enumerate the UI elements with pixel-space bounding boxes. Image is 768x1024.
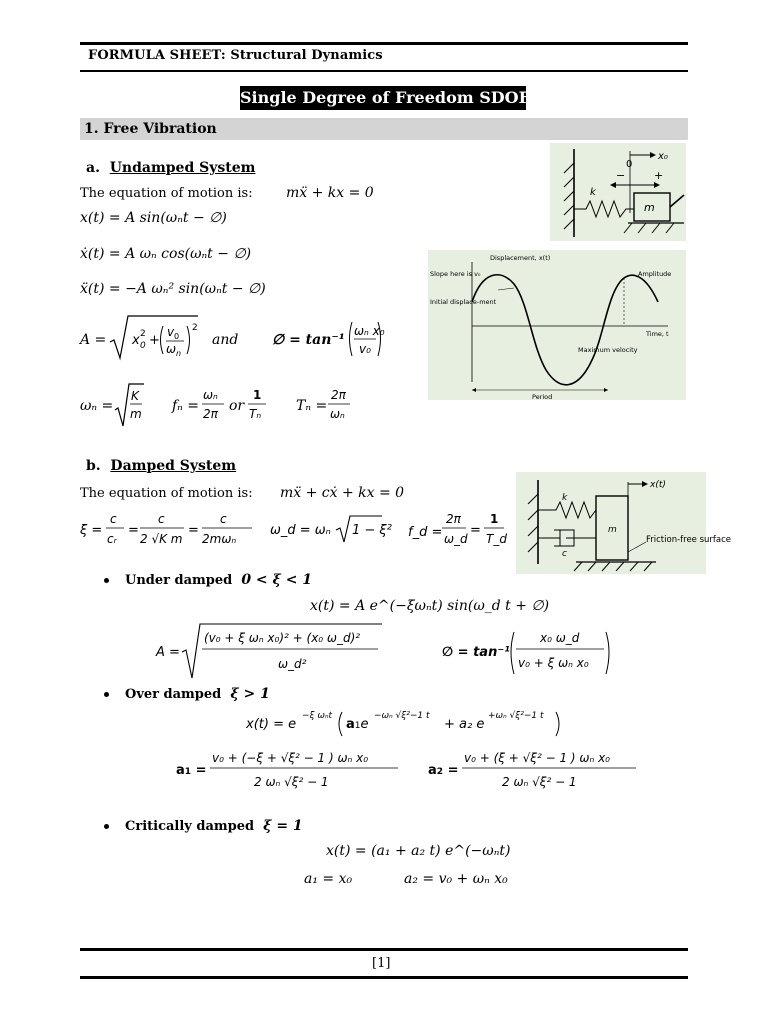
svg-text:ωₙ: ωₙ — [330, 407, 345, 421]
damped-diagram — [516, 472, 732, 574]
svg-text:T_d: T_d — [486, 532, 507, 546]
under-damped-condition: 0 < ξ < 1 — [241, 572, 313, 588]
damped-heading-letter: b. — [86, 458, 101, 474]
wn-lhs: ωₙ = — [80, 398, 114, 414]
max-velocity-label: Maximum velocity — [578, 346, 638, 354]
spring-k-label: k — [590, 187, 596, 198]
svg-text:∅ = tan⁻¹: ∅ = tan⁻¹ — [442, 645, 510, 660]
svg-text:n: n — [176, 349, 182, 358]
svg-text:−ωₙ √ξ²−1 t: −ωₙ √ξ²−1 t — [374, 711, 430, 721]
period-label: Period — [532, 393, 553, 401]
svg-text:0: 0 — [174, 332, 180, 341]
displacement-equation: x(t) = A sin(ωₙt − ∅) — [80, 210, 227, 226]
header-title: FORMULA SHEET: Structural Dynamics — [88, 48, 383, 63]
and-word: and — [212, 332, 239, 348]
over-damped-equation — [246, 706, 576, 738]
svg-text:2mωₙ: 2mωₙ — [202, 532, 237, 546]
svg-text:ωₙ x₀: ωₙ x₀ — [354, 324, 385, 338]
tn-lhs: Tₙ = — [296, 398, 328, 414]
section-heading: 1. Free Vibration — [84, 121, 217, 137]
svg-text:m: m — [130, 407, 142, 421]
svg-text:x₀ ω_d: x₀ ω_d — [540, 631, 580, 645]
over-damped-bullet — [104, 686, 270, 702]
damping-ratio-formula — [80, 508, 260, 550]
damped-eom-label: The equation of motion is: — [80, 486, 253, 501]
page-title: Single Degree of Freedom SDOF — [240, 86, 526, 110]
svg-text:A =: A = — [156, 645, 180, 660]
critically-damped-equation: x(t) = (a₁ + a₂ t) e^(−ωₙt) — [326, 843, 511, 859]
under-damped-label: Under damped — [125, 573, 233, 588]
damped-k-label: k — [562, 493, 568, 503]
under-damped-bullet — [104, 572, 312, 588]
critically-damped-condition: ξ = 1 — [263, 818, 303, 834]
svg-text:0: 0 — [140, 341, 146, 351]
svg-text:Tₙ: Tₙ — [249, 407, 262, 421]
svg-text:2: 2 — [140, 329, 146, 339]
wn-radical — [114, 380, 146, 430]
tn-fraction — [328, 384, 352, 424]
phase-fraction — [348, 318, 385, 360]
svg-text:v₀ + ξ ωₙ x₀: v₀ + ξ ωₙ x₀ — [518, 656, 589, 670]
damper-c-label: c — [562, 549, 567, 559]
initial-note: Initial displace-ment — [430, 298, 497, 306]
damped-heading — [86, 458, 236, 474]
fn-alt-fraction — [248, 384, 268, 424]
svg-text:ωₙ: ωₙ — [203, 388, 218, 402]
svg-text:cᵣ: cᵣ — [107, 532, 117, 546]
acceleration-equation: ẍ(t) = −A ωₙ² sin(ωₙt − ∅) — [80, 281, 266, 297]
damped-figure — [516, 472, 732, 574]
svg-text:+ωₙ √ξ²−1 t: +ωₙ √ξ²−1 t — [488, 711, 544, 721]
svg-text:1 − ξ²: 1 − ξ² — [352, 523, 392, 538]
xt-label: x(t) — [650, 480, 666, 490]
svg-text:2 √K m: 2 √K m — [140, 532, 183, 546]
svg-text:v: v — [167, 325, 175, 339]
surface-label: Friction-free surface — [646, 535, 732, 545]
plus-label: + — [654, 169, 664, 182]
svg-text:c: c — [220, 512, 227, 526]
footer-top-rule — [80, 948, 688, 951]
spring-mass-figure — [550, 143, 686, 241]
svg-text:=: = — [470, 523, 481, 538]
svg-text:ω: ω — [166, 342, 177, 356]
header-top-rule — [80, 42, 688, 45]
page-number: [1] — [372, 956, 391, 971]
amplitude-lhs: A = — [80, 332, 107, 348]
velocity-equation: ẋ(t) = A ωₙ cos(ωₙt − ∅) — [80, 246, 252, 262]
svg-text:K: K — [131, 389, 139, 403]
mass-m-label: m — [644, 201, 655, 214]
fn-fraction — [202, 384, 226, 424]
svg-text:v₀ + (−ξ + √ξ² − 1 ) ωₙ x₀: v₀ + (−ξ + √ξ² − 1 ) ωₙ x₀ — [212, 751, 369, 765]
svg-text:c: c — [110, 512, 117, 526]
critical-a2: a₂ = v₀ + ωₙ x₀ — [404, 871, 508, 887]
phase-lhs: ∅ = tan⁻¹ — [272, 332, 345, 348]
svg-text:c: c — [158, 512, 165, 526]
under-damped-amplitude — [156, 620, 616, 680]
slope-note: Slope here is v₀ — [430, 270, 481, 278]
undamped-eom-label: The equation of motion is: — [80, 186, 253, 201]
svg-text:2π: 2π — [203, 407, 218, 421]
svg-text:+: + — [149, 333, 160, 348]
svg-text:ω_d: ω_d — [444, 532, 468, 546]
over-damped-label: Over damped — [125, 687, 222, 702]
undamped-eom: mẍ + kx = 0 — [286, 185, 374, 201]
svg-text:a2 =: a2 = — [428, 763, 459, 778]
damped-m-label: m — [608, 525, 617, 535]
svg-text:1: 1 — [253, 388, 262, 402]
footer-bottom-rule — [80, 976, 688, 979]
damped-eom: mẍ + cẋ + kx = 0 — [280, 485, 405, 501]
svg-text:a1 =: a1 = — [176, 763, 207, 778]
response-ylabel: Displacement, x(t) — [490, 254, 551, 262]
over-damped-coefficients — [176, 744, 646, 792]
undamped-heading-text: Undamped System — [109, 160, 256, 176]
zero-label: 0 — [626, 159, 633, 170]
damped-heading-text: Damped System — [110, 458, 237, 474]
time-label: Time, t — [646, 330, 669, 338]
amplitude-label: Amplitude — [638, 270, 672, 278]
fn-lhs: fₙ = — [172, 398, 200, 414]
or-word: or — [229, 398, 245, 414]
svg-text:v₀ + (ξ + √ξ² − 1 ) ωₙ x₀: v₀ + (ξ + √ξ² − 1 ) ωₙ x₀ — [464, 751, 610, 765]
damped-fd-formula — [408, 508, 508, 550]
amplitude-radical — [108, 312, 200, 362]
svg-text:ω_d²: ω_d² — [278, 657, 307, 671]
svg-text:+ a₂ e: + a₂ e — [444, 717, 485, 732]
header-bottom-rule — [80, 70, 688, 72]
spring-mass-diagram — [550, 143, 686, 241]
critically-damped-bullet — [104, 818, 303, 834]
damped-frequency-formula — [270, 510, 390, 548]
svg-text:=: = — [128, 523, 139, 538]
svg-text:(v₀ + ξ ωₙ x₀)² + (x₀ ω_d)²: (v₀ + ξ ωₙ x₀)² + (x₀ ω_d)² — [204, 631, 361, 645]
svg-text:2 ωₙ √ξ² − 1: 2 ωₙ √ξ² − 1 — [502, 775, 577, 789]
svg-text:f_d =: f_d = — [408, 525, 443, 540]
svg-text:2: 2 — [192, 323, 198, 333]
x0-label: x₀ — [658, 151, 668, 162]
svg-text:a1e: a1e — [346, 717, 369, 732]
svg-text:v₀: v₀ — [359, 342, 371, 356]
svg-text:x: x — [132, 333, 140, 348]
critically-damped-label: Critically damped — [125, 819, 255, 834]
response-figure — [428, 250, 686, 400]
svg-text:−ξ ωₙt: −ξ ωₙt — [302, 711, 333, 721]
minus-label: − — [616, 169, 626, 182]
svg-text:2 ωₙ √ξ² − 1: 2 ωₙ √ξ² − 1 — [254, 775, 329, 789]
critical-a1: a₁ = x₀ — [304, 871, 353, 887]
undamped-heading — [86, 160, 255, 176]
svg-text:=: = — [188, 523, 199, 538]
under-damped-equation: x(t) = A e^(−ξωₙt) sin(ω_d t + ∅) — [310, 598, 550, 614]
svg-text:2π: 2π — [446, 512, 461, 526]
svg-text:ξ =: ξ = — [80, 523, 103, 538]
svg-text:2π: 2π — [331, 388, 346, 402]
undamped-heading-letter: a. — [86, 160, 100, 176]
over-damped-condition: ξ > 1 — [230, 686, 270, 702]
response-diagram — [428, 250, 686, 400]
svg-text:ω_d = ωₙ: ω_d = ωₙ — [270, 523, 331, 538]
svg-text:x(t) = e: x(t) = e — [246, 717, 297, 732]
svg-text:1: 1 — [490, 512, 499, 526]
